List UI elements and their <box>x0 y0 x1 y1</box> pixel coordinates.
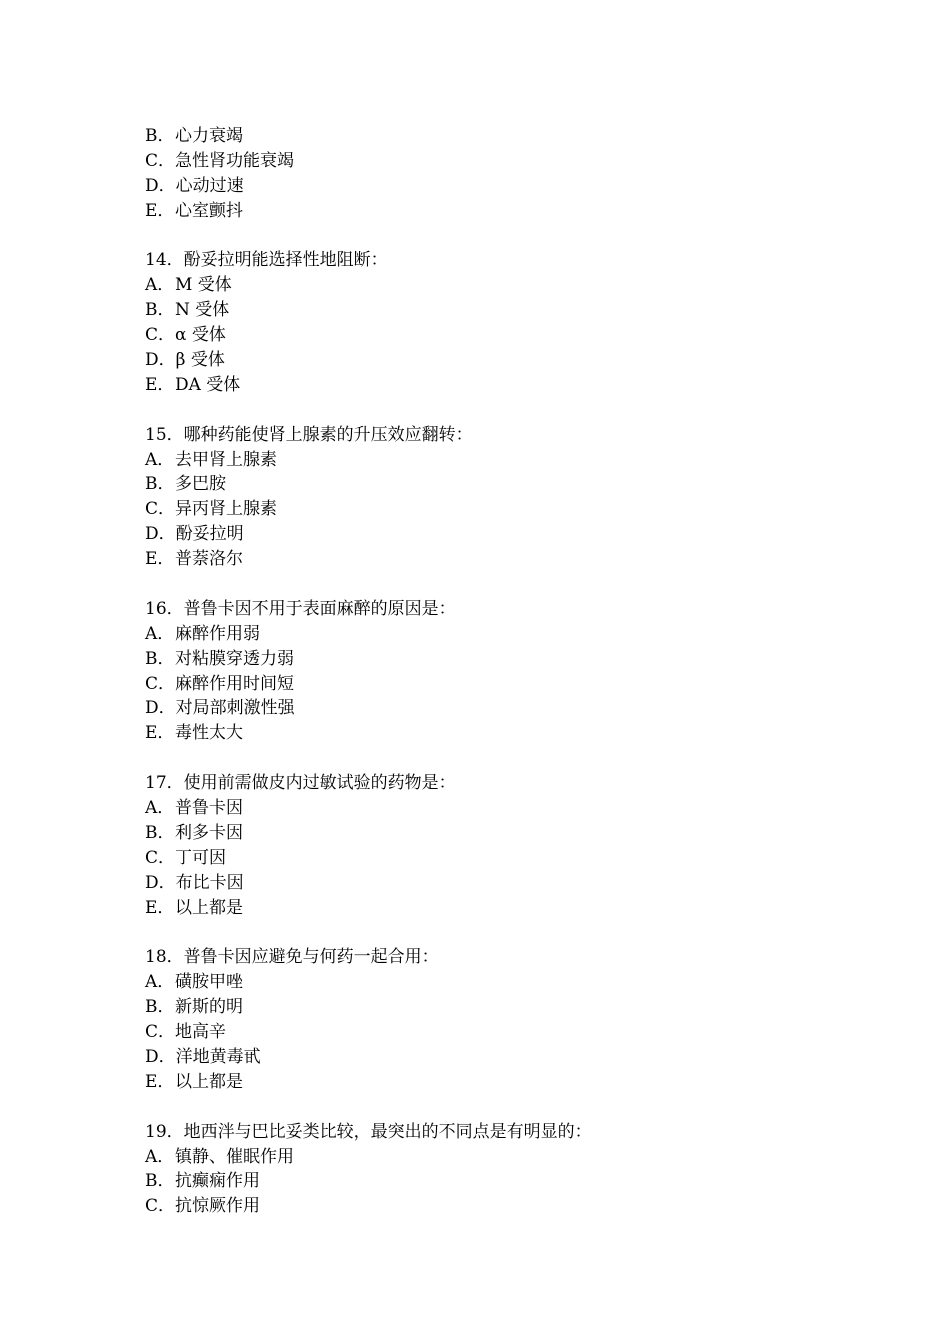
question-19 <box>145 1120 905 1220</box>
option-line <box>145 472 905 497</box>
document-page <box>145 124 905 1219</box>
option-line <box>145 1020 905 1045</box>
option-text: α 受体 <box>175 325 226 346</box>
option-text: 对粘膜穿透力弱 <box>175 648 294 669</box>
option-letter: D． <box>145 698 176 719</box>
spacer <box>145 921 905 946</box>
option-letter: A． <box>145 798 175 819</box>
question-text: 酚妥拉明能选择性地阻断： <box>183 250 388 271</box>
option-letter: E． <box>145 723 175 744</box>
option-letter: B． <box>145 822 175 843</box>
option-letter: C． <box>145 325 176 346</box>
question-stem <box>145 423 905 448</box>
question-stem <box>145 945 905 970</box>
option-letter: E． <box>145 374 175 395</box>
option-letter: C． <box>145 499 176 520</box>
question-text: 地西泮与巴比妥类比较，最突出的不同点是有明显的： <box>183 1121 592 1142</box>
option-text: 镇静、催眠作用 <box>175 1146 294 1167</box>
spacer <box>145 398 905 423</box>
question-text: 使用前需做皮内过敏试验的药物是： <box>183 773 456 794</box>
option-text: 心力衰竭 <box>175 126 243 146</box>
option-text: 布比卡因 <box>175 872 244 893</box>
option-line <box>145 124 905 149</box>
option-line <box>145 273 905 298</box>
option-text: 丁可因 <box>175 847 227 868</box>
option-text: DA 受体 <box>175 374 241 395</box>
question-number: 15． <box>145 424 184 445</box>
question-13-options <box>145 124 905 224</box>
option-letter: D． <box>145 1046 176 1067</box>
option-line <box>145 1145 905 1170</box>
question-stem <box>145 1120 905 1145</box>
option-text: 利多卡因 <box>175 822 243 843</box>
option-letter: B． <box>145 300 175 321</box>
spacer <box>145 224 905 249</box>
option-letter: A． <box>145 449 175 470</box>
question-number: 16． <box>145 598 184 619</box>
option-line <box>145 647 905 672</box>
option-line <box>145 149 905 174</box>
option-letter: D． <box>145 524 176 545</box>
option-line <box>145 821 905 846</box>
option-letter: C． <box>145 1196 176 1217</box>
option-letter: D． <box>145 175 176 196</box>
option-line <box>145 1045 905 1070</box>
option-letter: E． <box>145 1071 175 1092</box>
option-line <box>145 373 905 398</box>
option-text: N 受体 <box>175 300 230 321</box>
option-line <box>145 174 905 199</box>
option-text: 麻醉作用时间短 <box>175 673 295 694</box>
question-14 <box>145 248 905 397</box>
option-text: 异丙肾上腺素 <box>175 499 278 520</box>
option-letter: B． <box>145 648 175 669</box>
option-letter: B． <box>145 997 175 1018</box>
option-letter: B． <box>145 474 175 495</box>
question-text: 普鲁卡因不用于表面麻醉的原因是： <box>183 598 456 619</box>
question-stem <box>145 248 905 273</box>
option-letter: E． <box>145 549 175 570</box>
option-text: 心动过速 <box>175 175 244 196</box>
option-text: 以上都是 <box>175 1071 243 1092</box>
question-text: 普鲁卡因应避免与何药一起合用： <box>183 947 439 968</box>
option-letter: C． <box>145 1022 176 1043</box>
option-text: 麻醉作用弱 <box>175 623 260 644</box>
spacer <box>145 746 905 771</box>
question-16 <box>145 597 905 746</box>
option-line <box>145 448 905 473</box>
option-line <box>145 348 905 373</box>
option-letter: E． <box>145 897 175 918</box>
option-text: β 受体 <box>175 350 225 371</box>
option-line <box>145 1194 905 1219</box>
question-15 <box>145 423 905 572</box>
option-letter: D． <box>145 350 176 371</box>
option-line <box>145 846 905 871</box>
question-number: 14． <box>145 250 184 271</box>
question-18 <box>145 945 905 1094</box>
option-line <box>145 970 905 995</box>
option-line <box>145 696 905 721</box>
question-17 <box>145 771 905 920</box>
question-stem <box>145 597 905 622</box>
option-line <box>145 896 905 921</box>
option-line <box>145 547 905 572</box>
option-text: 普萘洛尔 <box>175 549 243 570</box>
option-line <box>145 871 905 896</box>
option-text: 新斯的明 <box>175 997 243 1018</box>
option-text: 洋地黄毒甙 <box>175 1046 261 1067</box>
question-stem <box>145 771 905 796</box>
option-text: 酚妥拉明 <box>175 524 244 545</box>
option-letter: D． <box>145 872 176 893</box>
question-number: 18． <box>145 947 184 968</box>
option-text: 去甲肾上腺素 <box>175 449 277 470</box>
option-line <box>145 1169 905 1194</box>
option-text: M 受体 <box>175 275 232 296</box>
option-line <box>145 323 905 348</box>
option-text: 急性肾功能衰竭 <box>175 150 295 171</box>
option-letter: B． <box>145 1171 175 1192</box>
question-text: 哪种药能使肾上腺素的升压效应翻转： <box>183 424 473 445</box>
option-letter: A． <box>145 275 175 296</box>
option-text: 抗惊厥作用 <box>175 1196 261 1217</box>
option-line <box>145 796 905 821</box>
option-text: 抗癫痫作用 <box>175 1171 260 1192</box>
option-line <box>145 298 905 323</box>
option-text: 普鲁卡因 <box>175 798 243 819</box>
option-text: 磺胺甲唑 <box>175 972 243 993</box>
option-text: 心室颤抖 <box>175 200 243 221</box>
option-letter: A． <box>145 972 175 993</box>
option-letter: C． <box>145 673 176 694</box>
option-letter: A． <box>145 1146 175 1167</box>
question-number: 19． <box>145 1121 184 1142</box>
option-line <box>145 199 905 224</box>
option-line <box>145 1070 905 1095</box>
option-line <box>145 522 905 547</box>
option-letter: C． <box>145 847 176 868</box>
option-letter: B． <box>145 126 175 146</box>
option-text: 以上都是 <box>175 897 243 918</box>
option-text: 多巴胺 <box>175 474 226 495</box>
spacer <box>145 572 905 597</box>
spacer <box>145 1095 905 1120</box>
option-letter: C． <box>145 150 176 171</box>
option-line <box>145 497 905 522</box>
option-text: 毒性太大 <box>175 723 243 744</box>
option-line <box>145 995 905 1020</box>
option-line <box>145 721 905 746</box>
option-line <box>145 622 905 647</box>
option-text: 地高辛 <box>175 1022 227 1043</box>
option-letter: E． <box>145 200 175 221</box>
option-letter: A． <box>145 623 175 644</box>
option-line <box>145 672 905 697</box>
option-text: 对局部刺激性强 <box>175 698 295 719</box>
question-number: 17． <box>145 773 184 794</box>
